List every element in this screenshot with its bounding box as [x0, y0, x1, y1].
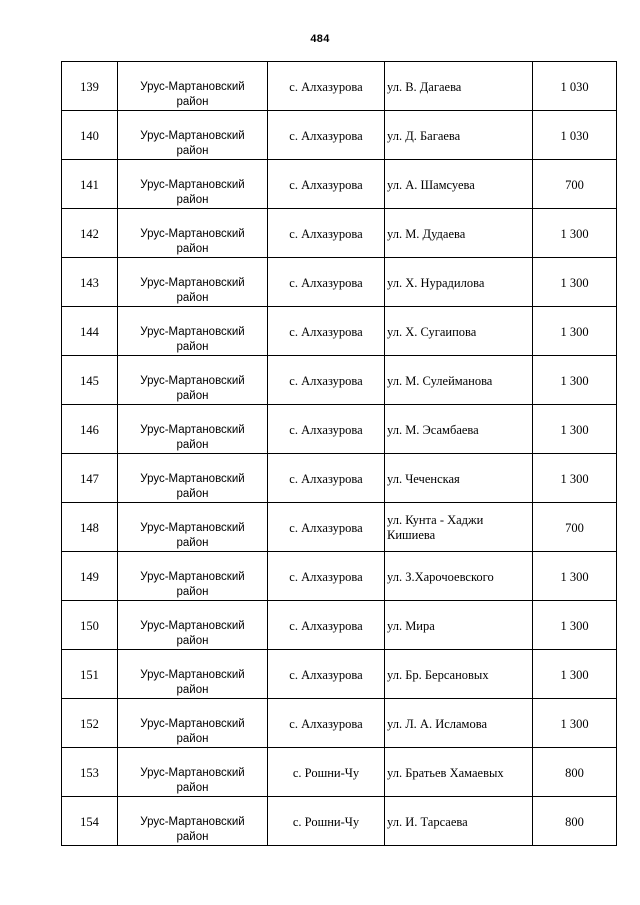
- district-cell: [118, 209, 268, 258]
- district-suffix: район: [176, 635, 209, 647]
- roads-table: [61, 61, 617, 846]
- road-length: 1 300: [533, 307, 617, 356]
- village-name: с. Алхазурова: [268, 405, 385, 454]
- table-row: [62, 601, 617, 650]
- district-cell: [118, 748, 268, 797]
- street-name: ул. Братьев Хамаевых: [385, 748, 533, 797]
- road-length: 700: [533, 503, 617, 552]
- street-name: ул. М. Эсамбаева: [385, 405, 533, 454]
- row-number: 150: [62, 601, 118, 650]
- district-cell: [118, 307, 268, 356]
- village-name: с. Алхазурова: [268, 307, 385, 356]
- row-number: 148: [62, 503, 118, 552]
- district-name: Урус-Мартановский: [140, 571, 245, 583]
- village-name: с. Алхазурова: [268, 62, 385, 111]
- road-length: 1 300: [533, 650, 617, 699]
- district-cell: [118, 454, 268, 503]
- district-name: Урус-Мартановский: [140, 718, 245, 730]
- street-name: ул. Мира: [385, 601, 533, 650]
- table-row: [62, 454, 617, 503]
- district-cell: [118, 160, 268, 209]
- table-body: [62, 62, 617, 846]
- table-row: [62, 503, 617, 552]
- road-length: 1 030: [533, 62, 617, 111]
- village-name: с. Алхазурова: [268, 650, 385, 699]
- district-name: Урус-Мартановский: [140, 81, 245, 93]
- district-suffix: район: [176, 733, 209, 745]
- page-number: 484: [310, 33, 330, 45]
- district-name: Урус-Мартановский: [140, 424, 245, 436]
- street-name: ул. Д. Багаева: [385, 111, 533, 160]
- district-suffix: район: [176, 488, 209, 500]
- district-cell: [118, 797, 268, 846]
- district-name: Урус-Мартановский: [140, 816, 245, 828]
- road-length: 800: [533, 748, 617, 797]
- district-cell: [118, 601, 268, 650]
- road-length: 700: [533, 160, 617, 209]
- road-length: 1 300: [533, 405, 617, 454]
- table-row: [62, 552, 617, 601]
- street-name: ул. М. Дудаева: [385, 209, 533, 258]
- village-name: с. Алхазурова: [268, 209, 385, 258]
- district-name: Урус-Мартановский: [140, 669, 245, 681]
- district-suffix: район: [176, 243, 209, 255]
- district-cell: [118, 258, 268, 307]
- table-row: [62, 699, 617, 748]
- road-length: 800: [533, 797, 617, 846]
- street-name: ул. Бр. Берсановых: [385, 650, 533, 699]
- village-name: с. Алхазурова: [268, 454, 385, 503]
- district-cell: [118, 503, 268, 552]
- street-name: ул. Кунта - Хаджи Кишиева: [385, 503, 533, 552]
- street-name: ул. И. Тарсаева: [385, 797, 533, 846]
- street-name: ул. Х. Нурадилова: [385, 258, 533, 307]
- row-number: 145: [62, 356, 118, 405]
- district-suffix: район: [176, 537, 209, 549]
- street-name: ул. М. Сулейманова: [385, 356, 533, 405]
- village-name: с. Алхазурова: [268, 111, 385, 160]
- village-name: с. Алхазурова: [268, 601, 385, 650]
- table-row: [62, 650, 617, 699]
- district-name: Урус-Мартановский: [140, 522, 245, 534]
- table-row: [62, 62, 617, 111]
- district-suffix: район: [176, 831, 209, 843]
- village-name: с. Рошни-Чу: [268, 797, 385, 846]
- table-row: [62, 160, 617, 209]
- street-name: ул. З.Харочоевского: [385, 552, 533, 601]
- district-suffix: район: [176, 782, 209, 794]
- district-suffix: район: [176, 341, 209, 353]
- village-name: с. Алхазурова: [268, 258, 385, 307]
- district-cell: [118, 552, 268, 601]
- row-number: 154: [62, 797, 118, 846]
- street-name: ул. В. Дагаева: [385, 62, 533, 111]
- row-number: 140: [62, 111, 118, 160]
- district-suffix: район: [176, 145, 209, 157]
- road-length: 1 300: [533, 356, 617, 405]
- district-cell: [118, 699, 268, 748]
- row-number: 146: [62, 405, 118, 454]
- road-length: 1 300: [533, 699, 617, 748]
- district-suffix: район: [176, 586, 209, 598]
- district-cell: [118, 650, 268, 699]
- village-name: с. Алхазурова: [268, 552, 385, 601]
- village-name: с. Алхазурова: [268, 356, 385, 405]
- road-length: 1 030: [533, 111, 617, 160]
- street-name: ул. А. Шамсуева: [385, 160, 533, 209]
- row-number: 143: [62, 258, 118, 307]
- table-row: [62, 111, 617, 160]
- district-suffix: район: [176, 194, 209, 206]
- row-number: 139: [62, 62, 118, 111]
- street-name: ул. Л. А. Исламова: [385, 699, 533, 748]
- village-name: с. Рошни-Чу: [268, 748, 385, 797]
- district-suffix: район: [176, 292, 209, 304]
- row-number: 144: [62, 307, 118, 356]
- district-name: Урус-Мартановский: [140, 130, 245, 142]
- road-length: 1 300: [533, 552, 617, 601]
- table-row: [62, 797, 617, 846]
- row-number: 152: [62, 699, 118, 748]
- street-name: ул. Х. Сугаипова: [385, 307, 533, 356]
- row-number: 151: [62, 650, 118, 699]
- table-row: [62, 307, 617, 356]
- district-name: Урус-Мартановский: [140, 473, 245, 485]
- road-length: 1 300: [533, 209, 617, 258]
- village-name: с. Алхазурова: [268, 160, 385, 209]
- district-cell: [118, 62, 268, 111]
- table-row: [62, 748, 617, 797]
- district-name: Урус-Мартановский: [140, 620, 245, 632]
- district-name: Урус-Мартановский: [140, 326, 245, 338]
- village-name: с. Алхазурова: [268, 503, 385, 552]
- district-name: Урус-Мартановский: [140, 179, 245, 191]
- row-number: 153: [62, 748, 118, 797]
- table-row: [62, 356, 617, 405]
- table-row: [62, 405, 617, 454]
- district-cell: [118, 405, 268, 454]
- street-name: ул. Чеченская: [385, 454, 533, 503]
- district-cell: [118, 356, 268, 405]
- district-name: Урус-Мартановский: [140, 228, 245, 240]
- district-suffix: район: [176, 96, 209, 108]
- district-suffix: район: [176, 684, 209, 696]
- table-row: [62, 258, 617, 307]
- row-number: 142: [62, 209, 118, 258]
- district-name: Урус-Мартановский: [140, 375, 245, 387]
- district-suffix: район: [176, 390, 209, 402]
- table-row: [62, 209, 617, 258]
- road-length: 1 300: [533, 601, 617, 650]
- road-length: 1 300: [533, 258, 617, 307]
- district-suffix: район: [176, 439, 209, 451]
- district-name: Урус-Мартановский: [140, 277, 245, 289]
- row-number: 141: [62, 160, 118, 209]
- district-name: Урус-Мартановский: [140, 767, 245, 779]
- row-number: 149: [62, 552, 118, 601]
- village-name: с. Алхазурова: [268, 699, 385, 748]
- row-number: 147: [62, 454, 118, 503]
- road-length: 1 300: [533, 454, 617, 503]
- district-cell: [118, 111, 268, 160]
